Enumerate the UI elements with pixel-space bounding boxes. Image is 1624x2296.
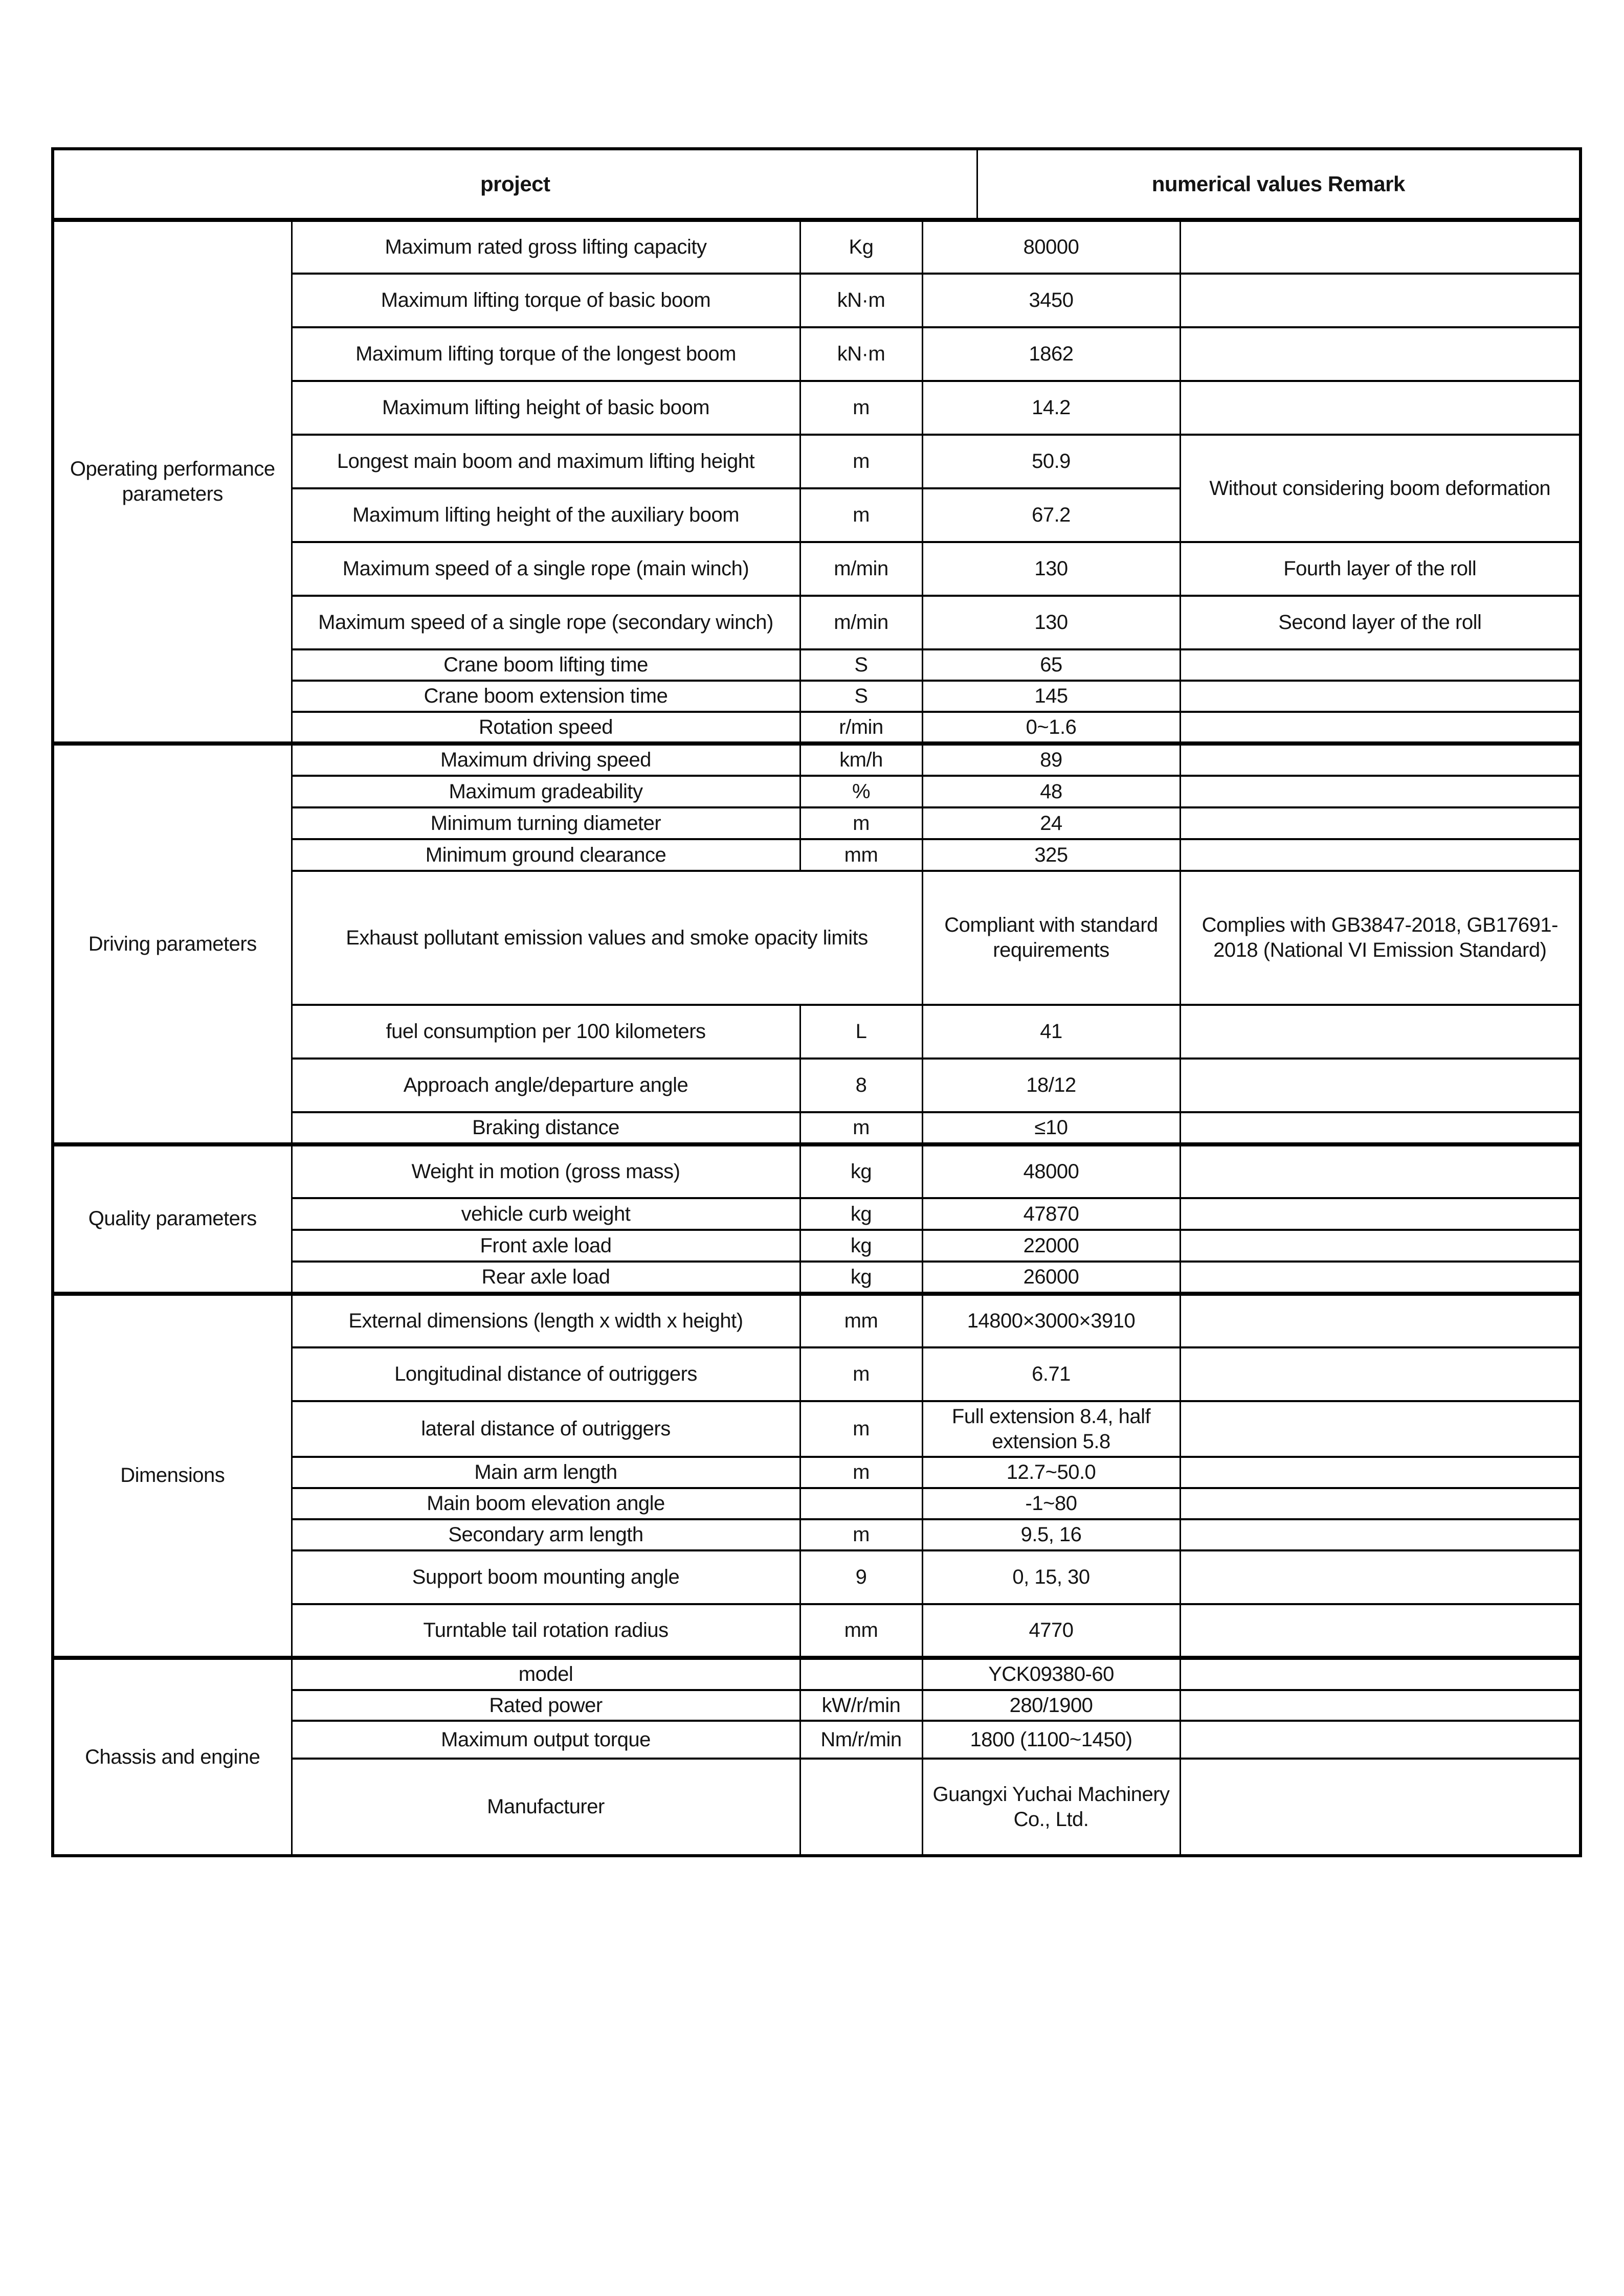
parameter-cell: Maximum lifting height of the auxiliary boom [292,488,800,542]
remark-cell: Fourth layer of the roll [1180,542,1581,596]
value-cell: 41 [922,1005,1180,1059]
parameter-cell: Maximum rated gross lifting capacity [292,220,800,274]
value-cell: 18/12 [922,1059,1180,1112]
unit-cell: r/min [800,712,922,744]
parameter-cell: Maximum output torque [292,1721,800,1759]
parameter-cell: External dimensions (length x width x height) [292,1294,800,1347]
value-cell: 50.9 [922,435,1180,488]
parameter-cell: Maximum lifting height of basic boom [292,381,800,435]
value-cell: Full extension 8.4, half extension 5.8 [922,1401,1180,1457]
parameter-cell: Crane boom extension time [292,681,800,712]
unit-cell: m [800,1457,922,1488]
value-cell: -1~80 [922,1488,1180,1519]
parameter-cell: Minimum turning diameter [292,807,800,839]
parameter-cell: Maximum gradeability [292,776,800,807]
unit-cell: kg [800,1144,922,1198]
remark-cell [1180,1401,1581,1457]
parameter-cell: Maximum lifting torque of basic boom [292,274,800,327]
value-cell: 9.5, 16 [922,1519,1180,1550]
remark-cell [1180,1550,1581,1604]
value-cell: ≤10 [922,1112,1180,1144]
remark-cell [1180,1604,1581,1658]
remark-cell [1180,1112,1581,1144]
parameter-cell: Crane boom lifting time [292,649,800,681]
value-cell: Compliant with standard requirements [922,871,1180,1005]
parameter-cell: Longest main boom and maximum lifting height [292,435,800,488]
parameter-cell: Weight in motion (gross mass) [292,1144,800,1198]
parameter-cell: vehicle curb weight [292,1198,800,1230]
value-cell: 24 [922,807,1180,839]
header-project: project [53,149,977,220]
value-cell: 0, 15, 30 [922,1550,1180,1604]
value-cell: 89 [922,744,1180,776]
value-cell: 6.71 [922,1347,1180,1401]
spec-table-body [53,220,1581,1856]
category-cell: Quality parameters [53,1144,292,1294]
remark-cell [1180,381,1581,435]
remark-cell [1180,1198,1581,1230]
category-cell: Operating performance parameters [53,220,292,744]
remark-cell: Without considering boom deformation [1180,435,1581,542]
unit-cell: kN·m [800,327,922,381]
remark-cell [1180,220,1581,274]
value-cell: 80000 [922,220,1180,274]
table-row [53,1658,1581,1690]
parameter-cell: fuel consumption per 100 kilometers [292,1005,800,1059]
value-cell: 280/1900 [922,1690,1180,1721]
category-cell: Chassis and engine [53,1658,292,1856]
parameter-cell: Longitudinal distance of outriggers [292,1347,800,1401]
value-cell: 67.2 [922,488,1180,542]
parameter-cell: Manufacturer [292,1759,800,1856]
parameter-cell: Secondary arm length [292,1519,800,1550]
parameter-cell: model [292,1658,800,1690]
value-cell: 65 [922,649,1180,681]
unit-cell: m [800,807,922,839]
remark-cell [1180,1690,1581,1721]
table-row [53,744,1581,776]
value-cell: 130 [922,596,1180,649]
parameter-cell: Maximum driving speed [292,744,800,776]
unit-cell: mm [800,1294,922,1347]
unit-cell: 9 [800,1550,922,1604]
value-cell: 0~1.6 [922,712,1180,744]
unit-cell [800,1658,922,1690]
parameter-cell: Main boom elevation angle [292,1488,800,1519]
parameter-cell: Front axle load [292,1230,800,1262]
value-cell: 1800 (1100~1450) [922,1721,1180,1759]
remark-cell [1180,681,1581,712]
remark-cell [1180,1262,1581,1294]
parameter-cell: Turntable tail rotation radius [292,1604,800,1658]
remark-cell [1180,1519,1581,1550]
unit-cell: S [800,681,922,712]
value-cell: 4770 [922,1604,1180,1658]
header-row [53,149,1581,220]
unit-cell: L [800,1005,922,1059]
parameter-cell: lateral distance of outriggers [292,1401,800,1457]
remark-cell: Complies with GB3847-2018, GB17691-2018 (National VI Emission Standard) [1180,871,1581,1005]
parameter-cell: Rotation speed [292,712,800,744]
unit-cell: m [800,488,922,542]
table-row [53,220,1581,274]
unit-cell: mm [800,839,922,871]
remark-cell [1180,1759,1581,1856]
unit-cell: 8 [800,1059,922,1112]
unit-cell: m [800,1112,922,1144]
remark-cell [1180,1059,1581,1112]
unit-cell: Nm/r/min [800,1721,922,1759]
parameter-cell: Minimum ground clearance [292,839,800,871]
remark-cell [1180,776,1581,807]
unit-cell: km/h [800,744,922,776]
value-cell: 47870 [922,1198,1180,1230]
remark-cell [1180,649,1581,681]
value-cell: YCK09380-60 [922,1658,1180,1690]
remark-cell [1180,1294,1581,1347]
parameter-cell: Maximum speed of a single rope (main winch) [292,542,800,596]
category-cell: Driving parameters [53,744,292,1144]
unit-cell: kN·m [800,274,922,327]
unit-cell: m [800,1401,922,1457]
unit-cell: kg [800,1262,922,1294]
unit-cell [800,1759,922,1856]
unit-cell: % [800,776,922,807]
remark-cell [1180,1347,1581,1401]
remark-cell [1180,712,1581,744]
value-cell: 1862 [922,327,1180,381]
unit-cell: kg [800,1198,922,1230]
remark-cell [1180,1721,1581,1759]
unit-cell: mm [800,1604,922,1658]
table-row [53,1294,1581,1347]
unit-cell: m [800,1519,922,1550]
value-cell: 325 [922,839,1180,871]
value-cell: 48 [922,776,1180,807]
unit-cell: S [800,649,922,681]
remark-cell [1180,274,1581,327]
remark-cell [1180,1658,1581,1690]
value-cell: 130 [922,542,1180,596]
remark-cell [1180,1488,1581,1519]
value-cell: 145 [922,681,1180,712]
table-row [53,1144,1581,1198]
value-cell: 12.7~50.0 [922,1457,1180,1488]
parameter-cell: Approach angle/departure angle [292,1059,800,1112]
unit-cell: kg [800,1230,922,1262]
remark-cell: Second layer of the roll [1180,596,1581,649]
unit-cell: Kg [800,220,922,274]
parameter-cell: Maximum speed of a single rope (secondary winch) [292,596,800,649]
remark-cell [1180,807,1581,839]
remark-cell [1180,327,1581,381]
value-cell: 48000 [922,1144,1180,1198]
unit-cell: m [800,435,922,488]
parameter-cell: Rear axle load [292,1262,800,1294]
unit-cell: m [800,381,922,435]
value-cell: 26000 [922,1262,1180,1294]
parameter-cell: Rated power [292,1690,800,1721]
parameter-cell: Braking distance [292,1112,800,1144]
remark-cell [1180,839,1581,871]
value-cell: 3450 [922,274,1180,327]
remark-cell [1180,1144,1581,1198]
value-cell: 14800×3000×3910 [922,1294,1180,1347]
remark-cell [1180,744,1581,776]
unit-cell: kW/r/min [800,1690,922,1721]
remark-cell [1180,1005,1581,1059]
unit-cell: m/min [800,542,922,596]
remark-cell [1180,1230,1581,1262]
parameter-cell: Support boom mounting angle [292,1550,800,1604]
value-cell: 22000 [922,1230,1180,1262]
unit-cell: m [800,1347,922,1401]
unit-cell: m/min [800,596,922,649]
remark-cell [1180,1457,1581,1488]
parameter-cell: Main arm length [292,1457,800,1488]
parameter-cell: Exhaust pollutant emission values and smoke opacity limits [292,871,922,1005]
spec-table [51,147,1582,1857]
unit-cell [800,1488,922,1519]
value-cell: 14.2 [922,381,1180,435]
header-values-remark: numerical values Remark [977,149,1581,220]
value-cell: Guangxi Yuchai Machinery Co., Ltd. [922,1759,1180,1856]
category-cell: Dimensions [53,1294,292,1658]
parameter-cell: Maximum lifting torque of the longest boom [292,327,800,381]
